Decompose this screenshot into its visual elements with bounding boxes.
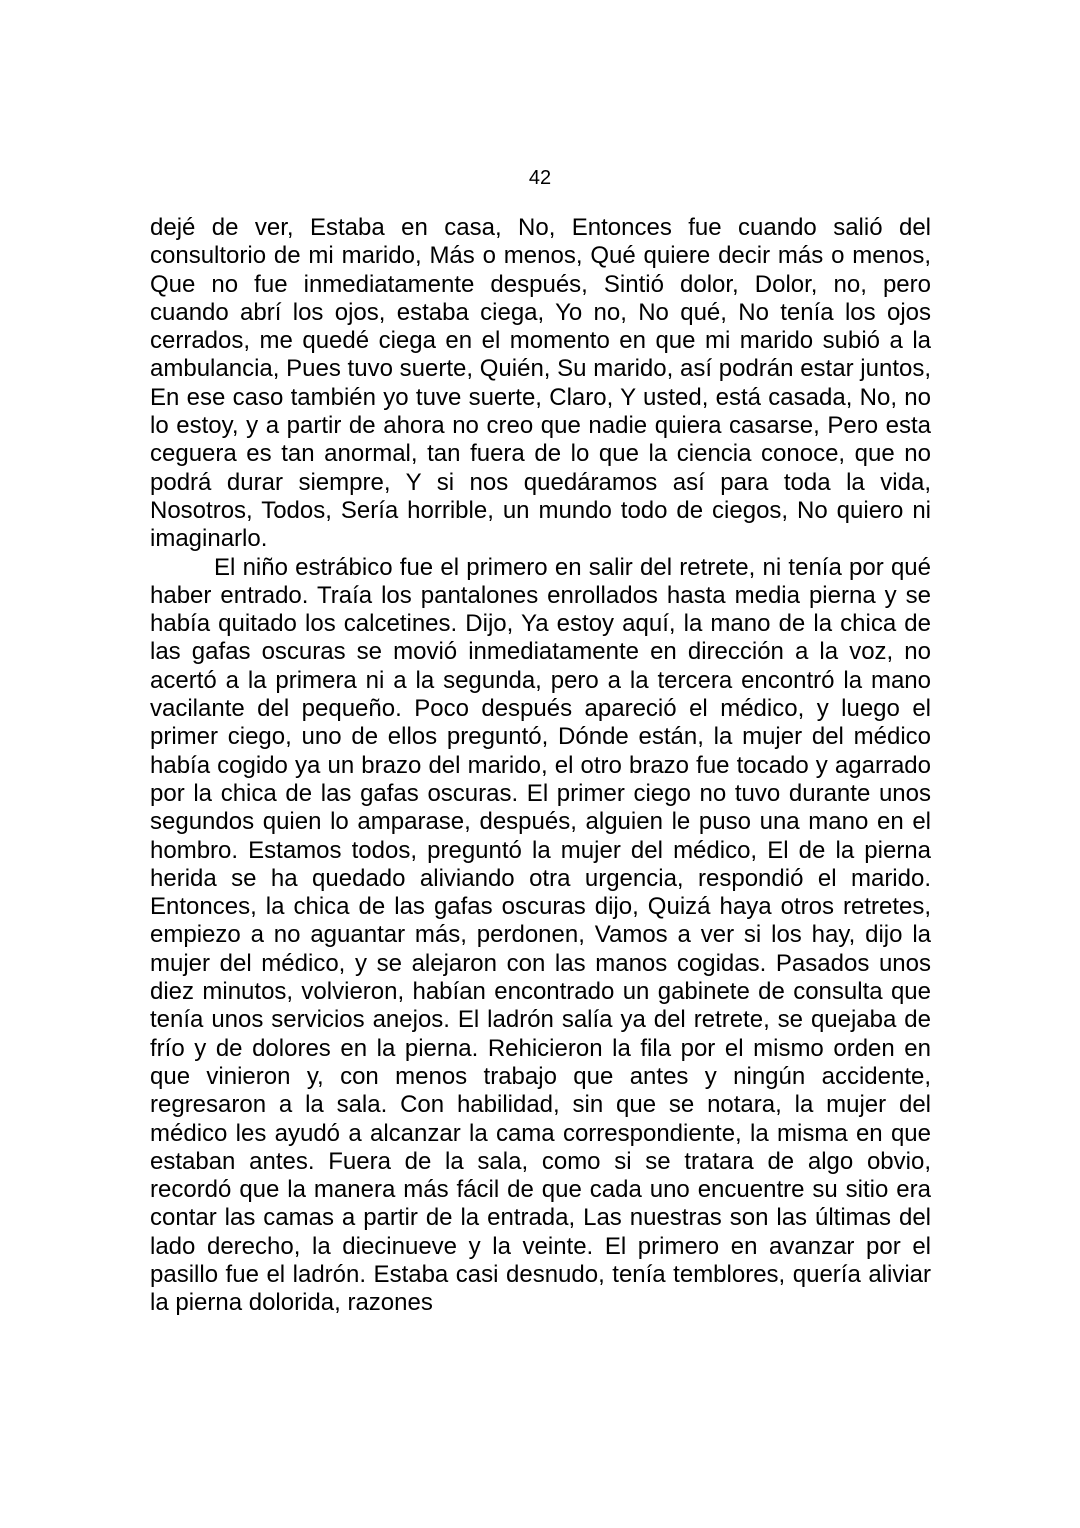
paragraph: El niño estrábico fue el primero en salir del retrete, ni tenía por qué haber entrado. Traía los pantalones enrollados hasta media pierna y se había quitado los calcetines. Dijo, Ya estoy aquí, la mano de la chica de las gafas oscuras se movió inmediatamente en dirección a la voz, no acertó a la primera ni a la segunda, pero a la tercera encontró la mano vacilante del pequeño. Poco después apareció el médico, y luego el primer ciego, uno de ellos preguntó, Dónde están, la mujer del médico había cogido ya un brazo del marido, el otro brazo fue tocado y agarrado por la chica de las gafas oscuras. El primer ciego no tuvo durante unos segundos quien lo amparase, después, alguien le puso una mano en el hombro. Estamos todos, preguntó la mujer del médico, El de la pierna herida se ha quedado aliviando otra urgencia, respondió el marido. Entonces, la chica de las gafas oscuras dijo, Quizá haya otros retretes, empiezo a no aguantar más, perdonen, Vamos a ver si los hay, dijo la mujer del médico, y se alejaron con las manos cogidas. Pasados unos diez minutos, volvieron, habían encontrado un gabinete de consulta que tenía unos servicios anejos. El ladrón salía ya del retrete, se quejaba de frío y de dolores en la pierna. Rehicieron la fila por el mismo orden en que vinieron y, con menos trabajo que antes y ningún accidente, regresaron a la sala. Con habilidad, sin que se notara, la mujer del médico les ayudó a alcanzar la cama correspondiente, la misma en que estaban antes. Fuera de la sala, como si se tratara de algo obvio, recordó que la manera más fácil de que cada uno encuentre su sitio era contar las camas a partir de la entrada, Las nuestras son las últimas del lado derecho, la diecinueve y la veinte. El primero en avanzar por el pasillo fue el ladrón. Estaba casi desnudo, tenía temblores, quería aliviar la pierna dolorida, razones [150, 553, 931, 1317]
page-number: 42 [528, 167, 552, 189]
paragraph: dejé de ver, Estaba en casa, No, Entonces fue cuando salió del consultorio de mi marido, Más o menos, Qué quiere decir más o menos, Que no fue inmediatamente después, Sintió dolor, Dolor, no, pero cuando abrí los ojos, estaba ciega, Yo no, No qué, No tenía los ojos cerrados, me quedé ciega en el momento en que mi marido subió a la ambulancia, Pues tuvo suerte, Quién, Su marido, así podrán estar juntos, En ese caso también yo tuve suerte, Claro, Y usted, está casada, No, no lo estoy, y a partir de ahora no creo que nadie quiera casarse, Pero esta ceguera es tan anormal, tan fuera de lo que la ciencia conoce, que no podrá durar siempre, Y si nos quedáramos así para toda la vida, Nosotros, Todos, Sería horrible, un mundo todo de ciegos, No quiero ni imaginarlo. [150, 214, 931, 553]
body-text [150, 214, 931, 1318]
